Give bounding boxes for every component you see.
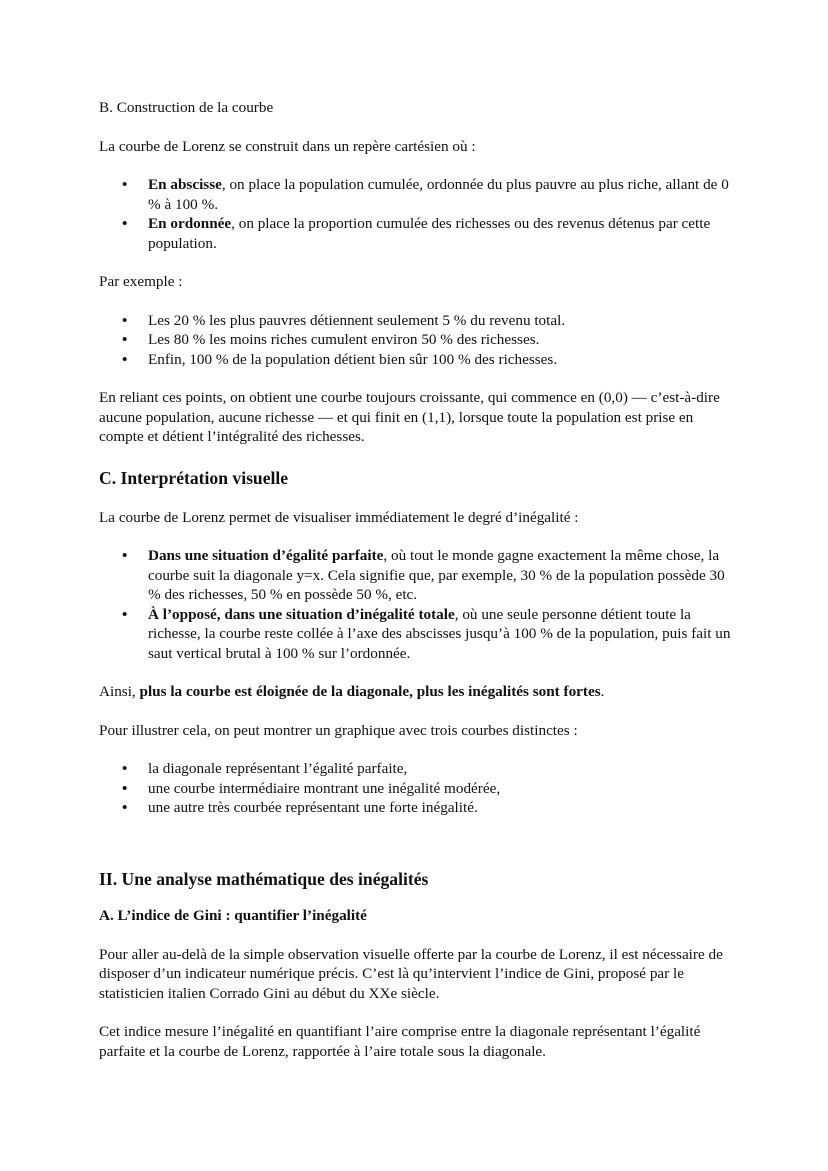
case-equality-text: , où tout le monde gagne exactement la même chose, la courbe suit la diagonale y=x. Cela signifie que, par exemple, 30 % de la population possède 30 % des richesses, 50 % en possède 50 %, etc. — [148, 547, 725, 603]
list-item — [148, 214, 739, 253]
list-item — [148, 605, 739, 664]
example-intro: Par exemple : — [99, 273, 183, 290]
list-item — [148, 546, 739, 605]
section-ii-heading: II. Une analyse mathématique des inégalités — [99, 868, 429, 889]
section-b-conclusion: En reliant ces points, on obtient une courbe toujours croissante, qui commence en (0,0) — c’est-à-dire aucune population, aucune richesse — et qui finit en (1,1), lorsque toute la population est prise en compte et détient l’intégralité des richesses. — [99, 389, 720, 445]
gini-paragraph-2: Cet indice mesure l’inégalité en quantifiant l’aire comprise entre la diagonale représentant l’égalité parfaite et la courbe de Lorenz, rapportée à l’aire totale sous la diagonale. — [99, 1023, 701, 1060]
axes-list — [99, 175, 739, 253]
section-b-intro: La courbe de Lorenz se construit dans un repère cartésien où : — [99, 137, 476, 155]
axis-x-label: En abscisse — [148, 176, 222, 193]
ainsi-bold: plus la courbe est éloignée de la diagonale, plus les inégalités sont fortes — [139, 683, 601, 700]
illustrate-intro: Pour illustrer cela, on peut montrer un graphique avec trois courbes distinctes : — [99, 721, 578, 739]
document-page — [99, 98, 739, 1061]
ainsi-paragraph — [99, 682, 739, 702]
section-a-heading: A. L’indice de Gini : quantifier l’inégalité — [99, 906, 367, 924]
case-inequality-text: , où une seule personne détient toute la richesse, la courbe reste collée à l’axe des abscisses jusqu’à 100 % de la population, puis fait un saut vertical brutal à 100 % sur l’ordonnée. — [148, 605, 731, 662]
cases-list — [99, 546, 739, 663]
gini-paragraph-1: Pour aller au-delà de la simple observation visuelle offerte par la courbe de Lorenz, il est nécessaire de disposer d’un indicateur numérique précis. C’est là qu’intervient l’indice de Gini, proposé par le statisticien italien Corrado Gini au début du XXe siècle. — [99, 945, 723, 1002]
list-item — [148, 175, 739, 214]
ainsi-prefix: Ainsi, — [99, 683, 140, 700]
case-inequality-label: À l’opposé, dans une situation d’inégalité totale — [148, 605, 455, 623]
list-item: • une courbe intermédiaire montrant une inégalité modérée, — [148, 779, 739, 799]
list-item: • Enfin, 100 % de la population détient bien sûr 100 % des richesses. — [148, 350, 739, 370]
section-c-heading: C. Interprétation visuelle — [99, 467, 289, 488]
axis-x-text: , on place la population cumulée, ordonnée du plus pauvre au plus riche, allant de 0 % à 100 %. — [148, 176, 729, 213]
axis-y-text: , on place la proportion cumulée des richesses ou des revenus détenus par cette population. — [148, 215, 711, 252]
list-item: • Les 20 % les plus pauvres détiennent seulement 5 % du revenu total. — [148, 311, 739, 331]
list-item: • la diagonale représentant l’égalité parfaite, — [148, 759, 739, 779]
case-equality-label: Dans une situation d’égalité parfaite — [148, 547, 384, 564]
list-item: • une autre très courbée représentant une forte inégalité. — [148, 798, 739, 818]
section-c-intro: La courbe de Lorenz permet de visualiser immédiatement le degré d’inégalité : — [99, 508, 579, 526]
section-b-heading: B. Construction de la courbe — [99, 99, 274, 116]
list-item: • Les 80 % les moins riches cumulent environ 50 % des richesses. — [148, 330, 739, 350]
ainsi-suffix: . — [600, 683, 605, 700]
examples-list — [99, 311, 739, 370]
curves-list — [99, 759, 739, 818]
axis-y-label: En ordonnée — [148, 215, 232, 232]
